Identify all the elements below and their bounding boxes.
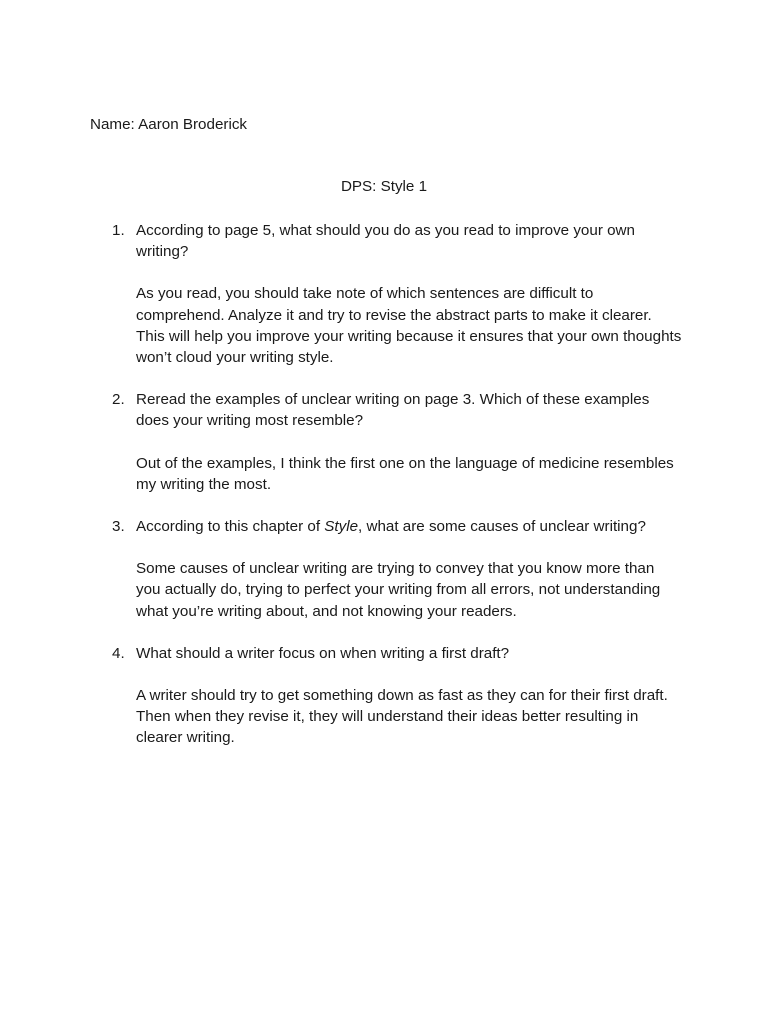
question-number: 3.	[112, 518, 125, 536]
question-text-start: According to this chapter of	[136, 518, 325, 536]
question-text: According to page 5, what should you do as you read to improve your own writing?	[136, 222, 635, 261]
question-number: 2.	[112, 391, 125, 409]
answer-text: Out of the examples, I think the first one on the language of medicine resembles my writing the most.	[136, 454, 674, 493]
student-name-line	[90, 114, 247, 135]
answer-text: Some causes of unclear writing are trying to convey that you know more than you actually do, trying to perfect your writing from all errors, not understanding what you’re writing about, and not knowing your readers.	[136, 560, 661, 620]
name-label: Name:	[90, 116, 135, 133]
document-title: DPS: Style 1	[340, 178, 428, 195]
book-title: Style	[324, 518, 359, 536]
answer-text: A writer should try to get something down as fast as they can for their first draft. Then when they revise it, they will understand their ideas better resulting in clearer writing.	[136, 687, 668, 747]
answer-text: As you read, you should take note of which sentences are difficult to comprehend. Analyze it and try to revise the abstract parts to make it clearer. This will help you improve your writing because it ensures that your own thoughts won’t cloud your writing style.	[136, 285, 682, 367]
question-text: What should a writer focus on when writing a first draft?	[136, 644, 510, 662]
question-number: 4.	[112, 644, 125, 662]
question-list	[112, 220, 682, 770]
question-text-end: , what are some causes of unclear writing?	[358, 518, 646, 536]
question-item-4	[112, 643, 682, 749]
question-item-3	[112, 516, 682, 622]
question-item-1	[112, 220, 682, 368]
question-number: 1.	[112, 222, 125, 239]
question-text: Reread the examples of unclear writing on page 3. Which of these examples does your writing most resemble?	[136, 391, 650, 430]
question-text	[136, 516, 682, 537]
question-item-2	[112, 389, 682, 495]
student-name: Aaron Broderick	[138, 116, 248, 133]
